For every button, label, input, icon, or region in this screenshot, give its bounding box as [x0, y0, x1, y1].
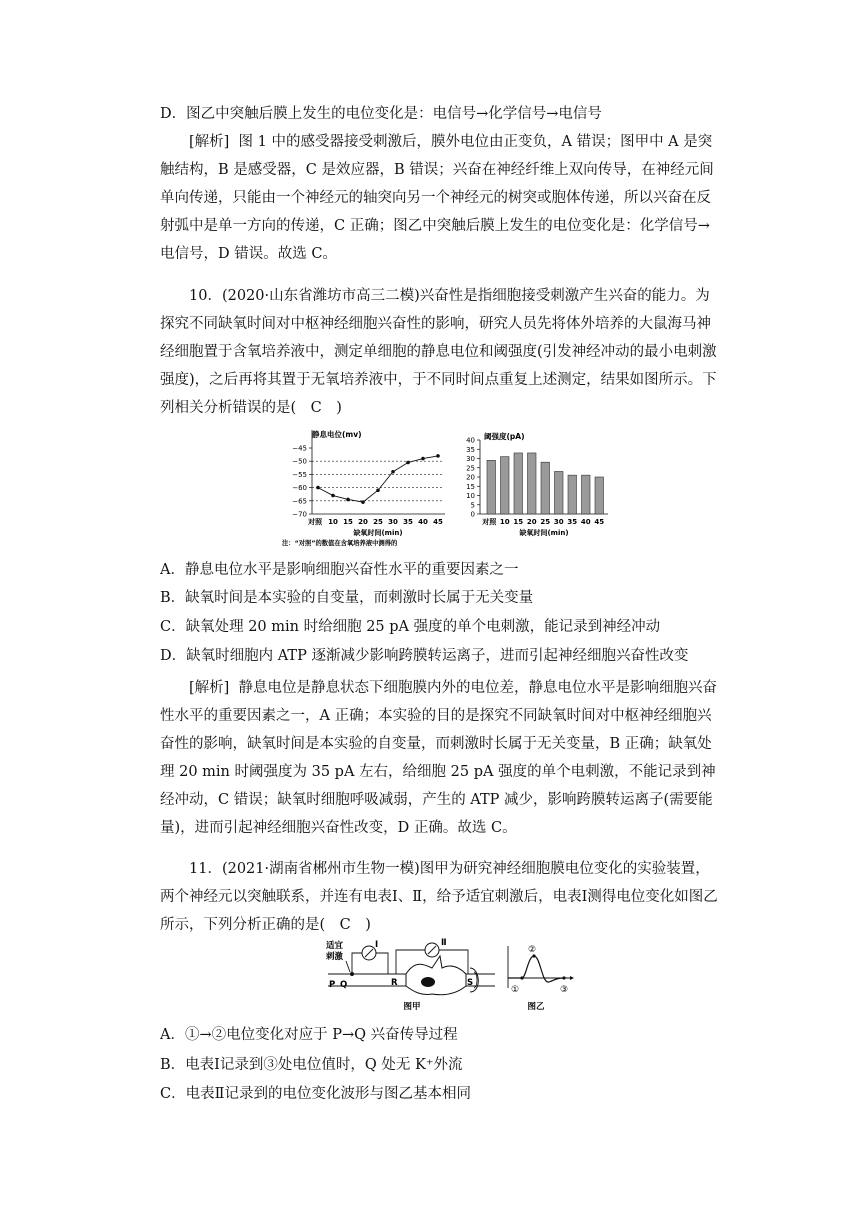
threshold-bar — [541, 462, 550, 514]
left-x-tick-label: 45 — [433, 518, 443, 526]
right-x-tick-label: 10 — [499, 518, 510, 526]
left-chart-xlabel: 缺氧时间(min) — [353, 529, 403, 537]
point-r: R — [391, 978, 398, 988]
right-y-tick-label: 25 — [466, 464, 475, 473]
stim-label-1: 适宜 — [326, 941, 344, 951]
right-y-tick-label: 5 — [470, 501, 475, 510]
resting-potential-point — [376, 488, 380, 492]
figure-yi-caption: 图乙 — [527, 1002, 545, 1012]
nucleus-icon — [421, 977, 435, 987]
point-s: S — [467, 978, 474, 988]
resting-potential-point — [346, 498, 350, 502]
question-11-stem: 11．(2021·湖南省郴州市生物一模)图甲为研究神经细胞膜电位变化的实验装置，两个神经元以突触联系，并连有电表Ⅰ、Ⅱ，给予适宜刺激后，电表Ⅰ测得电位变化如图乙所示，下列分析正确的是( C ) — [160, 861, 718, 933]
q11-option-b: B．电表Ⅰ记录到③处电位值时，Q 处无 K⁺外流 — [160, 1057, 463, 1073]
stim-label-2: 刺激 — [326, 952, 344, 962]
left-x-tick-label: 25 — [373, 518, 383, 526]
threshold-bar — [568, 475, 577, 514]
analysis-previous — [160, 128, 720, 268]
resting-potential-point — [331, 494, 335, 498]
marker-1: ① — [511, 985, 520, 995]
q10-option-a: A．静息电位水平是影响细胞兴奋性水平的重要因素之一 — [160, 562, 519, 578]
left-y-tick-label: −45 — [292, 444, 307, 453]
left-y-tick-label: −60 — [292, 484, 307, 493]
threshold-bar — [595, 477, 604, 514]
left-x-tick-label: 30 — [388, 518, 398, 526]
chart-note: 注：“对照”的数值在含氧培养液中测得的 — [282, 540, 398, 547]
left-y-tick-label: −55 — [292, 470, 307, 479]
left-y-tick-label: −70 — [292, 510, 307, 519]
resting-potential-point — [391, 470, 395, 474]
left-x-tick-label: 40 — [418, 518, 428, 526]
left-y-tick-label: −50 — [292, 457, 307, 466]
q11-option-a: A．①→②电位变化对应于 P→Q 兴奋传导过程 — [160, 1027, 458, 1043]
threshold-chart — [466, 431, 608, 537]
q11-figure — [320, 938, 580, 1016]
resting-potential-line — [318, 456, 438, 502]
right-y-tick-label: 30 — [466, 455, 475, 463]
left-x-tick-label: 10 — [328, 518, 338, 526]
meter-2-label: Ⅱ — [441, 938, 447, 948]
point-p: P — [329, 980, 336, 990]
threshold-bar — [514, 453, 523, 514]
q10-option-b: B．缺氧时间是本实验的自变量，而刺激时长属于无关变量 — [160, 590, 534, 606]
analysis-text: 图 1 中的感受器接受刺激后，膜外电位由正变负，A 错误；图甲中 A 是突触结构，B 是感受器，C 是效应器，B 错误；兴奋在神经纤维上双向传导，在神经元间单向传递，只能由一个神经元的轴突向另一个神经元的树突或胞体传递，所以兴奋在反射弧中是单一方向的传递，C 正确；图乙中突触后膜上发生的电位变化是：化学信号→电信号，D 错误。故选 C。 — [160, 134, 714, 262]
right-chart-ylabel: 阈强度(pA) — [484, 432, 525, 441]
threshold-bar — [487, 460, 496, 514]
q10-analysis-text: 静息电位是静息状态下细胞膜内外的电位差，静息电位水平是影响细胞兴奋性水平的重要因素之一，A 正确；本实验的目的是探究不同缺氧时间对中枢神经细胞兴奋性的影响，缺氧时间是本实验的自变量，而刺激时长属于无关变量，B 正确；缺氧处理 20 min 时阈强度为 35 pA 左右，给细胞 25 pA 强度的单个电刺激，不能记录到神经冲动，C 错误；缺氧时细胞呼吸减弱，产生的 ATP 减少，影响跨膜转运离子(需要能量)，进而引起神经细胞兴奋性改变，D 正确。故选 C。 — [160, 680, 718, 836]
right-chart-xlabel: 缺氧时间(min) — [519, 529, 569, 537]
left-x-tick-label: 对照 — [308, 518, 322, 526]
threshold-bar — [582, 475, 591, 514]
right-x-tick-label: 35 — [567, 518, 578, 526]
threshold-bar — [528, 453, 537, 514]
question-10-stem: 10．(2020·山东省潍坊市高三二模)兴奋性是指细胞接受刺激产生兴奋的能力。为探究不同缺氧时间对中枢神经细胞兴奋性的影响，研究人员先将体外培养的大鼠海马神经细胞置于含氧培养液中，测定单细胞的静息电位和阈强度(引发神经冲动的最小电刺激强度)，之后再将其置于无氧培养液中，于不同时间点重复上述测定，结果如图所示。下列相关分析错误的是( C ) — [160, 288, 717, 416]
right-y-tick-label: 20 — [466, 473, 475, 482]
q10-analysis-label: [解析] — [189, 680, 230, 696]
right-x-tick-label: 对照 — [482, 518, 497, 526]
q10-analysis — [160, 674, 720, 842]
left-x-tick-label: 15 — [343, 518, 353, 526]
meter-1-label: Ⅰ — [375, 940, 379, 950]
right-x-tick-label: 20 — [526, 518, 537, 526]
point-q: Q — [340, 980, 348, 990]
resting-potential-point — [361, 500, 365, 504]
marker-2: ② — [528, 945, 537, 955]
left-x-tick-label: 20 — [358, 518, 368, 526]
left-x-tick-label: 35 — [403, 518, 413, 526]
threshold-bar — [501, 457, 510, 514]
right-y-tick-label: 0 — [470, 510, 475, 519]
right-y-tick-label: 10 — [466, 492, 475, 500]
resting-potential-chart — [282, 429, 445, 547]
figure-jia — [325, 938, 495, 1012]
left-chart-ylabel: 静息电位(mv) — [312, 430, 362, 439]
q10-option-c: C．缺氧处理 20 min 时给细胞 25 pA 强度的单个电刺激，能记录到神经冲动 — [160, 619, 661, 635]
stimulus-electrode — [346, 961, 350, 972]
resting-potential-point — [436, 454, 440, 458]
analysis-label: [解析] — [189, 134, 230, 150]
q10-figure — [282, 426, 612, 552]
resting-potential-point — [406, 461, 410, 465]
right-y-tick-label: 40 — [466, 436, 475, 445]
figure-jia-caption: 图甲 — [403, 1002, 421, 1012]
resting-potential-point — [421, 457, 425, 461]
right-y-tick-label: 15 — [466, 482, 475, 491]
neuron-body — [406, 956, 466, 995]
right-y-tick-label: 35 — [466, 445, 475, 454]
resting-potential-point — [316, 486, 320, 490]
marker-3: ③ — [560, 985, 569, 995]
right-x-tick-label: 15 — [513, 518, 524, 526]
q10-option-d: D．缺氧时细胞内 ATP 逐渐减少影响跨膜转运离子，进而引起神经细胞兴奋性改变 — [160, 648, 689, 664]
option-d-previous: D．图乙中突触后膜上发生的电位变化是：电信号→化学信号→电信号 — [160, 106, 602, 122]
left-y-tick-label: −65 — [292, 497, 307, 506]
figure-yi — [508, 945, 574, 1012]
right-x-tick-label: 45 — [594, 518, 605, 526]
right-x-tick-label: 25 — [540, 518, 551, 526]
threshold-bar — [555, 471, 564, 514]
right-x-tick-label: 40 — [580, 518, 591, 526]
q11-option-c: C．电表Ⅱ记录到的电位变化波形与图乙基本相同 — [160, 1086, 471, 1102]
right-x-tick-label: 30 — [553, 518, 564, 526]
